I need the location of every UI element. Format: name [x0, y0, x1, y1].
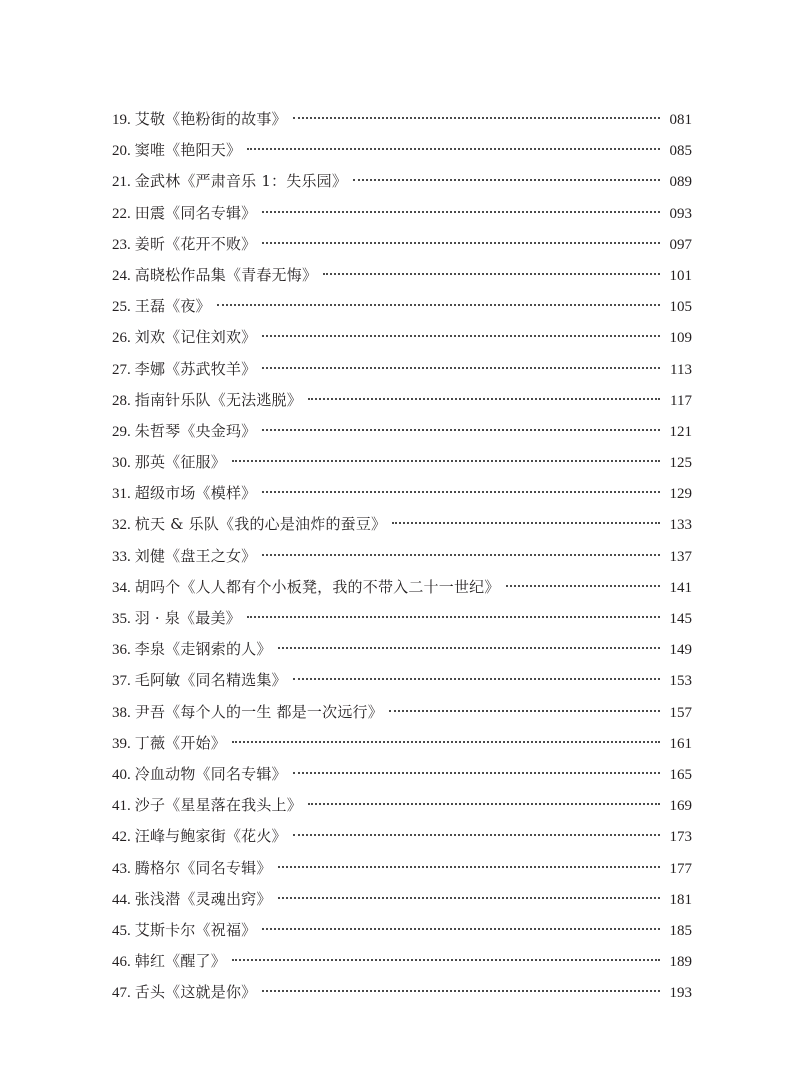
entry-title: 那英《征服》: [134, 453, 226, 472]
entry-number: 29.: [112, 423, 131, 440]
entry-page-number: 161: [669, 735, 692, 752]
dot-leader: [217, 304, 660, 306]
entry-title: 舌头《这就是你》: [134, 983, 257, 1002]
toc-entry[interactable]: [112, 416, 692, 447]
entry-number: 20.: [112, 143, 131, 160]
toc-entry[interactable]: [112, 634, 692, 665]
toc-entry[interactable]: [112, 322, 692, 353]
toc-entry[interactable]: [112, 884, 692, 915]
toc-entry[interactable]: [112, 697, 692, 728]
toc-entry[interactable]: [112, 198, 692, 229]
entry-number: 24.: [112, 267, 131, 284]
entry-page-number: 149: [669, 642, 692, 659]
entry-page-number: 185: [669, 922, 692, 939]
entry-page-number: 137: [669, 548, 692, 565]
dot-leader: [262, 928, 660, 930]
entry-page-number: 089: [669, 174, 692, 191]
entry-number: 31.: [112, 486, 131, 503]
toc-entry[interactable]: [112, 260, 692, 291]
entry-number: 33.: [112, 548, 131, 565]
entry-number: 28.: [112, 392, 131, 409]
toc-entry[interactable]: [112, 665, 692, 696]
entry-title: 尹吾《每个人的一生 都是一次远行》: [134, 702, 383, 721]
toc-entry[interactable]: [112, 946, 692, 977]
entry-title: 田震《同名专辑》: [134, 203, 257, 222]
toc-entry[interactable]: [112, 541, 692, 572]
dot-leader: [389, 710, 660, 712]
dot-leader: [247, 148, 660, 150]
entry-title: 窦唯《艳阳天》: [134, 141, 242, 160]
entry-page-number: 109: [669, 330, 692, 347]
dot-leader: [262, 367, 660, 369]
entry-page-number: 173: [669, 829, 692, 846]
toc-entry[interactable]: [112, 385, 692, 416]
dot-leader: [232, 741, 660, 743]
toc-entry[interactable]: [112, 166, 692, 197]
entry-title: 高晓松作品集《青春无悔》: [134, 265, 318, 284]
entry-number: 40.: [112, 766, 131, 783]
dot-leader: [293, 772, 660, 774]
entry-title: 刘健《盘王之女》: [134, 546, 257, 565]
entry-number: 46.: [112, 954, 131, 971]
dot-leader: [392, 522, 660, 524]
toc-entry[interactable]: [112, 790, 692, 821]
entry-title: 朱哲琴《央金玛》: [134, 421, 257, 440]
toc-entry[interactable]: [112, 821, 692, 852]
entry-page-number: 101: [669, 267, 692, 284]
entry-page-number: 141: [669, 579, 692, 596]
entry-number: 42.: [112, 829, 131, 846]
entry-title: 超级市场《模样》: [134, 484, 257, 503]
toc-entry[interactable]: [112, 447, 692, 478]
toc-entry[interactable]: [112, 603, 692, 634]
dot-leader: [262, 242, 660, 244]
entry-page-number: 121: [669, 423, 692, 440]
entry-page-number: 129: [669, 486, 692, 503]
entry-number: 23.: [112, 236, 131, 253]
dot-leader: [247, 616, 660, 618]
toc-entry[interactable]: [112, 572, 692, 603]
entry-number: 25.: [112, 299, 131, 316]
entry-page-number: 157: [669, 704, 692, 721]
entry-page-number: 189: [669, 954, 692, 971]
entry-page-number: 081: [669, 112, 692, 128]
entry-page-number: 105: [669, 299, 692, 316]
entry-number: 38.: [112, 704, 131, 721]
entry-title: 艾斯卡尔《祝福》: [134, 920, 257, 939]
entry-number: 39.: [112, 735, 131, 752]
entry-page-number: 169: [669, 798, 692, 815]
dot-leader: [278, 866, 660, 868]
dot-leader: [293, 117, 660, 119]
toc-entry[interactable]: [112, 915, 692, 946]
entry-title: 韩红《醒了》: [134, 952, 226, 971]
entry-page-number: 093: [669, 205, 692, 222]
entry-title: 姜昕《花开不败》: [134, 234, 257, 253]
entry-number: 30.: [112, 455, 131, 472]
entry-page-number: 117: [670, 392, 692, 409]
dot-leader: [262, 491, 660, 493]
entry-page-number: 165: [669, 766, 692, 783]
entry-number: 44.: [112, 891, 131, 908]
dot-leader: [308, 398, 660, 400]
toc-entry[interactable]: [112, 853, 692, 884]
dot-leader: [262, 990, 660, 992]
toc-entry[interactable]: [112, 104, 692, 135]
dot-leader: [232, 460, 660, 462]
entry-page-number: 177: [669, 860, 692, 877]
toc-entry[interactable]: [112, 728, 692, 759]
entry-number: 22.: [112, 205, 131, 222]
dot-leader: [353, 179, 660, 181]
toc-entry[interactable]: [112, 291, 692, 322]
toc-entry[interactable]: [112, 478, 692, 509]
entry-page-number: 193: [669, 985, 692, 1002]
entry-title: 李娜《苏武牧羊》: [134, 359, 257, 378]
entry-number: 26.: [112, 330, 131, 347]
entry-title: 沙子《星星落在我头上》: [134, 796, 302, 815]
entry-number: 47.: [112, 985, 131, 1002]
entry-title: 毛阿敏《同名精选集》: [134, 671, 287, 690]
entry-number: 27.: [112, 361, 131, 378]
entry-title: 冷血动物《同名专辑》: [134, 764, 287, 783]
entry-number: 43.: [112, 860, 131, 877]
entry-title: 李泉《走钢索的人》: [134, 640, 272, 659]
entry-title: 汪峰与鲍家街《花火》: [134, 827, 287, 846]
dot-leader: [278, 897, 660, 899]
entry-number: 36.: [112, 642, 131, 659]
toc-entry[interactable]: [112, 509, 692, 540]
entry-number: 37.: [112, 673, 131, 690]
entry-page-number: 125: [669, 455, 692, 472]
toc-entry[interactable]: [112, 977, 692, 1008]
entry-number: 45.: [112, 922, 131, 939]
entry-number: 19.: [112, 112, 131, 128]
entry-page-number: 145: [669, 611, 692, 627]
dot-leader: [293, 834, 660, 836]
entry-title: 王磊《夜》: [134, 297, 211, 316]
dot-leader: [262, 211, 660, 213]
toc-entry[interactable]: [112, 229, 692, 260]
entry-title: 杭天 & 乐队《我的心是油炸的蚕豆》: [134, 515, 387, 534]
table-of-contents: [112, 104, 692, 1008]
entry-title: 张浅潜《灵魂出窍》: [134, 889, 272, 908]
entry-number: 41.: [112, 798, 131, 815]
entry-page-number: 113: [670, 361, 692, 378]
entry-page-number: 153: [669, 673, 692, 690]
entry-title: 指南针乐队《无法逃脱》: [134, 390, 302, 409]
dot-leader: [278, 647, 660, 649]
entry-title: 腾格尔《同名专辑》: [134, 858, 272, 877]
dot-leader: [262, 554, 660, 556]
entry-title: 丁薇《开始》: [134, 733, 226, 752]
entry-page-number: 181: [669, 891, 692, 908]
entry-title: 羽 · 泉《最美》: [134, 609, 241, 627]
dot-leader: [308, 803, 660, 805]
toc-entry[interactable]: [112, 354, 692, 385]
entry-number: 32.: [112, 517, 131, 534]
entry-number: 34.: [112, 579, 131, 596]
toc-entry[interactable]: [112, 135, 692, 166]
dot-leader: [262, 335, 660, 337]
entry-title: 刘欢《记住刘欢》: [134, 328, 257, 347]
dot-leader: [232, 959, 660, 961]
dot-leader: [293, 678, 660, 680]
toc-entry[interactable]: [112, 759, 692, 790]
dot-leader: [323, 273, 660, 275]
entry-title: 胡吗个《人人都有个小板凳，我的不带入二十一世纪》: [134, 577, 500, 596]
entry-page-number: 133: [669, 517, 692, 534]
entry-title: 金武林《严肃音乐 1：失乐园》: [134, 172, 348, 191]
entry-number: 35.: [112, 611, 131, 627]
entry-page-number: 085: [669, 143, 692, 160]
entry-number: 21.: [112, 174, 131, 191]
entry-title: 艾敬《艳粉街的故事》: [134, 110, 287, 128]
entry-page-number: 097: [669, 236, 692, 253]
dot-leader: [506, 585, 660, 587]
dot-leader: [262, 429, 660, 431]
